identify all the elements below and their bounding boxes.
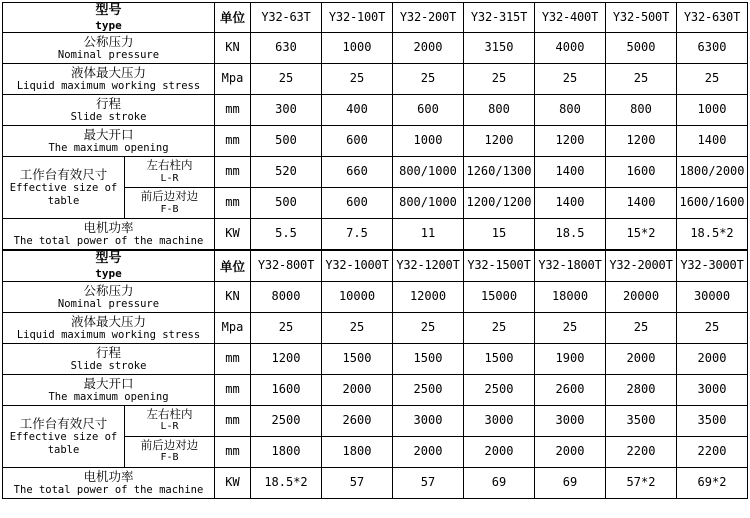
- value-cell: 2000: [322, 374, 393, 405]
- value-cell: 12000: [393, 281, 464, 312]
- value-cell: 1400: [677, 126, 748, 157]
- value-cell: 1400: [535, 157, 606, 188]
- row-label: 最大开口 The maximum opening: [3, 126, 215, 157]
- value-cell: 600: [322, 188, 393, 219]
- value-cell: 2200: [677, 436, 748, 467]
- model-header-cell: Y32-500T: [606, 3, 677, 33]
- model-header-cell: Y32-63T: [251, 3, 322, 33]
- unit-cell: mm: [215, 343, 251, 374]
- unit-cell: KN: [215, 281, 251, 312]
- value-cell: 630: [251, 33, 322, 64]
- value-cell: 25: [535, 312, 606, 343]
- value-cell: 1400: [535, 188, 606, 219]
- unit-cell: mm: [215, 188, 251, 219]
- value-cell: 2200: [606, 436, 677, 467]
- value-cell: 57: [322, 467, 393, 498]
- value-cell: 1000: [393, 126, 464, 157]
- value-cell: 25: [677, 64, 748, 95]
- value-cell: 2000: [677, 343, 748, 374]
- value-cell: 1500: [393, 343, 464, 374]
- header-type-label: 型号 type: [3, 3, 215, 33]
- unit-cell: mm: [215, 405, 251, 436]
- value-cell: 1200/1200: [464, 188, 535, 219]
- value-cell: 1900: [535, 343, 606, 374]
- value-cell: 3000: [393, 405, 464, 436]
- value-cell: 18.5: [535, 219, 606, 250]
- value-cell: 660: [322, 157, 393, 188]
- unit-cell: KN: [215, 33, 251, 64]
- value-cell: 800: [464, 95, 535, 126]
- value-cell: 6300: [677, 33, 748, 64]
- table-row: [3, 126, 748, 157]
- row-label: 行程 Slide stroke: [3, 343, 215, 374]
- value-cell: 8000: [251, 281, 322, 312]
- unit-cell: KW: [215, 219, 251, 250]
- value-cell: 2800: [606, 374, 677, 405]
- value-cell: 3000: [464, 405, 535, 436]
- table-row: [3, 33, 748, 64]
- value-cell: 18000: [535, 281, 606, 312]
- row-label: 行程 Slide stroke: [3, 95, 215, 126]
- unit-cell: mm: [215, 374, 251, 405]
- value-cell: 1800: [322, 436, 393, 467]
- value-cell: 25: [535, 64, 606, 95]
- value-cell: 3500: [606, 405, 677, 436]
- value-cell: 1000: [322, 33, 393, 64]
- model-header-cell: Y32-200T: [393, 3, 464, 33]
- value-cell: 15000: [464, 281, 535, 312]
- value-cell: 1200: [535, 126, 606, 157]
- unit-cell: Mpa: [215, 64, 251, 95]
- row-sublabel: 左右柱内 L-R: [125, 157, 215, 188]
- table-row: [3, 281, 748, 312]
- table-row: [3, 219, 748, 250]
- value-cell: 25: [322, 64, 393, 95]
- value-cell: 1000: [677, 95, 748, 126]
- model-header-cell: Y32-1200T: [393, 251, 464, 281]
- model-header-cell: Y32-3000T: [677, 251, 748, 281]
- table-row: [3, 405, 748, 436]
- model-header-cell: Y32-1000T: [322, 251, 393, 281]
- value-cell: 25: [677, 312, 748, 343]
- value-cell: 800/1000: [393, 188, 464, 219]
- value-cell: 500: [251, 126, 322, 157]
- unit-cell: mm: [215, 157, 251, 188]
- value-cell: 1800: [251, 436, 322, 467]
- model-header-cell: Y32-400T: [535, 3, 606, 33]
- unit-cell: mm: [215, 436, 251, 467]
- value-cell: 7.5: [322, 219, 393, 250]
- row-sublabel: 前后边对边 F-B: [125, 188, 215, 219]
- row-label: 电机功率 The total power of the machine: [3, 219, 215, 250]
- value-cell: 400: [322, 95, 393, 126]
- model-header-cell: Y32-800T: [251, 251, 322, 281]
- model-header-cell: Y32-1800T: [535, 251, 606, 281]
- row-label: 液体最大压力 Liquid maximum working stress: [3, 64, 215, 95]
- unit-cell: mm: [215, 95, 251, 126]
- value-cell: 1600: [251, 374, 322, 405]
- value-cell: 600: [322, 126, 393, 157]
- value-cell: 25: [464, 64, 535, 95]
- spec-table-2: [2, 250, 748, 498]
- row-label: 最大开口 The maximum opening: [3, 374, 215, 405]
- value-cell: 18.5*2: [677, 219, 748, 250]
- value-cell: 1600: [606, 157, 677, 188]
- value-cell: 2000: [606, 343, 677, 374]
- value-cell: 69*2: [677, 467, 748, 498]
- row-label: 液体最大压力 Liquid maximum working stress: [3, 312, 215, 343]
- value-cell: 11: [393, 219, 464, 250]
- value-cell: 4000: [535, 33, 606, 64]
- model-header-cell: Y32-630T: [677, 3, 748, 33]
- value-cell: 25: [606, 64, 677, 95]
- unit-cell: mm: [215, 126, 251, 157]
- row-sublabel: 左右柱内 L-R: [125, 405, 215, 436]
- row-label-group: 工作台有效尺寸 Effective size of table: [3, 405, 125, 467]
- row-label-group: 工作台有效尺寸 Effective size of table: [3, 157, 125, 219]
- table-row: [3, 467, 748, 498]
- row-label: 电机功率 The total power of the machine: [3, 467, 215, 498]
- model-header-cell: Y32-2000T: [606, 251, 677, 281]
- value-cell: 3500: [677, 405, 748, 436]
- value-cell: 3000: [535, 405, 606, 436]
- value-cell: 10000: [322, 281, 393, 312]
- value-cell: 25: [251, 312, 322, 343]
- row-sublabel: 前后边对边 F-B: [125, 436, 215, 467]
- unit-cell: Mpa: [215, 312, 251, 343]
- header-unit-label: 单位: [215, 3, 251, 33]
- value-cell: 800: [535, 95, 606, 126]
- value-cell: 15: [464, 219, 535, 250]
- table-header-row: [3, 251, 748, 281]
- value-cell: 1200: [251, 343, 322, 374]
- value-cell: 500: [251, 188, 322, 219]
- value-cell: 30000: [677, 281, 748, 312]
- header-type-label: 型号 type: [3, 251, 215, 281]
- value-cell: 3000: [677, 374, 748, 405]
- row-label: 公称压力 Nominal pressure: [3, 33, 215, 64]
- value-cell: 520: [251, 157, 322, 188]
- value-cell: 5.5: [251, 219, 322, 250]
- unit-cell: KW: [215, 467, 251, 498]
- value-cell: 1200: [464, 126, 535, 157]
- value-cell: 2500: [393, 374, 464, 405]
- value-cell: 1500: [322, 343, 393, 374]
- value-cell: 2500: [464, 374, 535, 405]
- value-cell: 3150: [464, 33, 535, 64]
- model-header-cell: Y32-315T: [464, 3, 535, 33]
- value-cell: 2600: [322, 405, 393, 436]
- value-cell: 5000: [606, 33, 677, 64]
- value-cell: 18.5*2: [251, 467, 322, 498]
- model-header-cell: Y32-1500T: [464, 251, 535, 281]
- value-cell: 300: [251, 95, 322, 126]
- header-unit-label: 单位: [215, 251, 251, 281]
- value-cell: 1400: [606, 188, 677, 219]
- value-cell: 25: [322, 312, 393, 343]
- table-row: [3, 312, 748, 343]
- value-cell: 25: [393, 312, 464, 343]
- value-cell: 600: [393, 95, 464, 126]
- value-cell: 2000: [464, 436, 535, 467]
- value-cell: 25: [393, 64, 464, 95]
- table-row: [3, 343, 748, 374]
- model-header-cell: Y32-100T: [322, 3, 393, 33]
- table-row: [3, 64, 748, 95]
- spec-table-1: [2, 2, 748, 250]
- value-cell: 2000: [393, 436, 464, 467]
- value-cell: 25: [464, 312, 535, 343]
- table-row: [3, 95, 748, 126]
- table-row: [3, 157, 748, 188]
- table-row: [3, 374, 748, 405]
- row-label: 公称压力 Nominal pressure: [3, 281, 215, 312]
- value-cell: 25: [251, 64, 322, 95]
- value-cell: 57*2: [606, 467, 677, 498]
- value-cell: 1200: [606, 126, 677, 157]
- value-cell: 800/1000: [393, 157, 464, 188]
- value-cell: 2600: [535, 374, 606, 405]
- value-cell: 15*2: [606, 219, 677, 250]
- value-cell: 1260/1300: [464, 157, 535, 188]
- value-cell: 2000: [393, 33, 464, 64]
- value-cell: 1500: [464, 343, 535, 374]
- value-cell: 2000: [535, 436, 606, 467]
- value-cell: 1600/1600: [677, 188, 748, 219]
- value-cell: 800: [606, 95, 677, 126]
- value-cell: 20000: [606, 281, 677, 312]
- value-cell: 25: [606, 312, 677, 343]
- table-header-row: [3, 3, 748, 33]
- value-cell: 57: [393, 467, 464, 498]
- value-cell: 69: [464, 467, 535, 498]
- value-cell: 2500: [251, 405, 322, 436]
- value-cell: 69: [535, 467, 606, 498]
- value-cell: 1800/2000: [677, 157, 748, 188]
